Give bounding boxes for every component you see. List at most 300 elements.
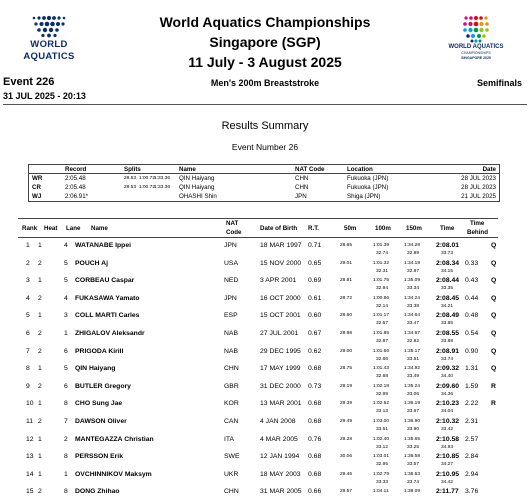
col-100m: 100m (375, 225, 391, 232)
result-split-50: 28.98 (340, 331, 353, 336)
result-time: 2:11.77 (436, 488, 459, 496)
result-nat: NED (224, 277, 239, 285)
result-cumulative-150: 32.89 (407, 251, 420, 256)
result-cumulative-100: 32.74 (376, 251, 389, 256)
result-nat: ITA (224, 435, 235, 443)
result-cumulative-100: 32.66 (376, 356, 389, 362)
result-split-150: 1:36.53 (404, 471, 421, 477)
result-cumulative-150: 33.06 (407, 391, 420, 397)
result-name: COLL MARTI Carles (75, 312, 140, 320)
result-time-behind: 2.84 (465, 453, 479, 461)
result-reaction-time: 0.68 (308, 365, 322, 373)
result-cumulative-100: 32.57 (376, 321, 389, 327)
result-split-100: 1:00.86 (373, 295, 390, 301)
record-name: QIN Haiyang (179, 184, 215, 191)
result-dob: 4 MAR 2005 (260, 435, 298, 443)
result-split-50: 28.81 (340, 278, 353, 284)
record-split-3: 1:33.36 (154, 176, 171, 181)
result-rank: 14 (26, 470, 34, 478)
result-split-50: 29.39 (340, 401, 353, 407)
championship-location: Singapore (SGP) (209, 34, 321, 50)
result-cumulative-100: 33.12 (376, 444, 389, 450)
result-cumulative-100: 32.31 (376, 268, 389, 274)
result-split-50: 29.01 (340, 260, 353, 266)
result-lane: 8 (64, 453, 68, 461)
result-rank: 1 (26, 242, 30, 249)
event-number: Event 226 (3, 76, 55, 88)
result-lane: 3 (64, 312, 68, 320)
result-heat: 2 (38, 418, 42, 425)
col-rank: Rank (22, 225, 38, 232)
result-dob: 18 MAY 2003 (260, 470, 301, 478)
result-time-behind: 2.94 (465, 470, 479, 478)
record-location: Fukuoka (JPN) (347, 184, 389, 191)
championship-dates: 11 July - 3 August 2025 (188, 54, 342, 70)
result-lane: 4 (64, 242, 68, 249)
result-cumulative-200: 33.73 (441, 251, 454, 256)
result-time: 2:08.49 (436, 312, 460, 320)
result-rank: 2 (26, 259, 30, 267)
result-time: 2:10.23 (436, 400, 460, 408)
result-split-150: 1:35.17 (404, 348, 421, 354)
result-time-behind: 2.22 (465, 400, 479, 408)
result-split-50: 29.28 (340, 436, 353, 442)
record-time: 2:05.48 (65, 184, 86, 191)
result-name: QIN Haiyang (75, 365, 116, 373)
result-cumulative-150: 33.74 (407, 479, 420, 485)
records-col-nat: NAT Code (295, 166, 325, 173)
result-time-behind: 0.43 (465, 277, 479, 285)
result-nat: JPN (224, 242, 237, 249)
result-lane: 6 (64, 347, 68, 355)
record-type: CR (32, 184, 41, 191)
result-split-100: 1:02.18 (373, 383, 390, 389)
singapore-2025-logo (430, 14, 522, 61)
result-name: MANTEGAZZA Christian (75, 435, 154, 443)
result-cumulative-200: 33.74 (441, 356, 454, 362)
result-heat: 2 (38, 330, 42, 337)
result-split-100: 1:04.11 (373, 489, 389, 495)
result-cumulative-200: 33.88 (441, 339, 454, 344)
col-time-behind-1: Time (470, 220, 485, 227)
result-nat: SWE (224, 453, 240, 461)
result-heat: 2 (38, 382, 42, 390)
record-split-1: 28.53 (124, 176, 137, 181)
result-split-150: 1:35.65 (404, 436, 421, 442)
logo-left-text-aquatics: AQUATICS (23, 51, 75, 62)
result-name: CORBEAU Caspar (75, 277, 135, 285)
result-time: 2:08.45 (436, 294, 460, 302)
result-dob: 31 DEC 2000 (260, 382, 301, 390)
result-cumulative-200: 34.15 (441, 268, 454, 274)
result-dob: 13 MAR 2001 (260, 400, 302, 408)
result-dob: 29 DEC 1995 (260, 347, 301, 355)
result-split-50: 28.72 (340, 295, 353, 301)
result-split-150: 1:36.90 (404, 419, 421, 424)
result-qualifier: Q (491, 365, 497, 373)
result-reaction-time: 0.67 (308, 330, 322, 337)
result-cumulative-100: 33.13 (376, 409, 389, 415)
records-col-location: Location (347, 166, 373, 173)
result-lane: 6 (64, 382, 68, 390)
record-nat: CHN (295, 175, 309, 182)
result-cumulative-200: 34.93 (441, 444, 454, 450)
result-reaction-time: 0.68 (308, 418, 322, 425)
result-time-behind: 2.31 (465, 418, 479, 425)
result-rank: 7 (26, 347, 30, 355)
result-rank: 3 (26, 277, 30, 285)
result-split-50: 30.06 (340, 454, 353, 460)
result-cumulative-200: 34.36 (441, 391, 454, 397)
event-number-text: Event Number 26 (231, 142, 299, 152)
result-nat: USA (224, 259, 238, 267)
result-cumulative-200: 34.42 (441, 479, 454, 485)
result-cumulative-100: 33.51 (376, 427, 389, 432)
record-split-3: 1:33.36 (154, 185, 171, 190)
result-split-50: 29.46 (340, 471, 353, 477)
colored-dots-mark-icon (460, 14, 492, 44)
result-cumulative-150: 33.25 (407, 444, 420, 450)
championship-title: World Aquatics Championships (159, 14, 371, 30)
result-split-100: 1:01.39 (373, 243, 390, 248)
header-divider (3, 104, 527, 105)
result-lane: 8 (64, 488, 68, 496)
record-split-2: 1:00.72 (139, 176, 156, 181)
result-split-150: 1:36.58 (404, 454, 421, 460)
result-split-50: 29.57 (340, 489, 353, 495)
result-cumulative-150: 32.82 (407, 339, 420, 344)
logo-right-text-2: CHAMPIONSHIPS (461, 51, 491, 55)
result-cumulative-150: 33.51 (407, 356, 420, 362)
record-row (29, 183, 499, 192)
result-split-100: 1:01.17 (373, 313, 390, 319)
result-name: DONG Zhihao (75, 488, 120, 496)
result-split-150: 1:34.92 (404, 366, 421, 372)
result-lane: 5 (64, 259, 68, 267)
result-split-100: 1:03.01 (373, 454, 390, 460)
event-name: Men's 200m Breaststroke (210, 78, 320, 88)
result-cumulative-150: 33.49 (407, 374, 420, 380)
result-rank: 15 (26, 488, 34, 496)
result-split-150: 1:35.24 (404, 383, 421, 389)
records-col-date: Date (482, 166, 496, 173)
result-cumulative-200: 33.85 (441, 321, 454, 327)
records-col-splits: Splits (124, 166, 141, 173)
result-name: FUKASAWA Yamato (75, 294, 140, 302)
result-lane: 1 (64, 330, 68, 337)
result-nat: CHN (224, 365, 239, 373)
result-nat: NAB (224, 330, 238, 337)
result-reaction-time: 0.71 (308, 242, 322, 249)
records-header-row (29, 165, 499, 174)
record-name: OHASHI Shin (179, 193, 217, 200)
result-reaction-time: 0.68 (308, 470, 322, 478)
result-name: CHO Sung Jae (75, 400, 123, 408)
result-time: 2:08.01 (436, 242, 460, 249)
result-cumulative-100: 33.33 (376, 479, 389, 485)
record-split-1: 28.53 (124, 185, 137, 190)
result-name: PERSSON Erik (75, 453, 123, 461)
col-name: Name (91, 225, 108, 232)
result-time: 2:09.60 (436, 382, 460, 390)
result-rank: 12 (26, 435, 34, 443)
result-reaction-time: 0.65 (308, 259, 322, 267)
result-split-150: 1:34.24 (404, 295, 421, 301)
result-dob: 16 OCT 2000 (260, 294, 301, 302)
result-nat: ESP (224, 312, 238, 320)
result-cumulative-100: 32.99 (376, 391, 389, 397)
result-cumulative-150: 33.34 (407, 286, 420, 292)
result-split-50: 28.60 (340, 313, 353, 319)
result-heat: 2 (38, 259, 42, 267)
col-heat: Heat (44, 225, 58, 232)
result-rank: 11 (26, 418, 34, 425)
result-cumulative-150: 33.67 (407, 409, 420, 415)
logo-left-text-world: WORLD (30, 39, 68, 50)
col-150m: 150m (406, 225, 422, 232)
result-split-50: 29.00 (340, 348, 353, 354)
result-reaction-time: 0.60 (308, 312, 322, 320)
event-datetime: 31 JUL 2025 - 20:13 (3, 91, 86, 101)
result-heat: 1 (38, 470, 42, 478)
result-heat: 1 (38, 312, 42, 320)
result-split-100: 1:01.43 (373, 366, 390, 372)
result-time: 2:08.44 (436, 277, 460, 285)
result-split-150: 1:34.64 (404, 313, 421, 319)
result-dob: 31 MAR 2005 (260, 488, 302, 496)
result-qualifier: Q (491, 347, 497, 355)
col-dob: Date of Birth (260, 225, 298, 232)
result-reaction-time: 0.62 (308, 347, 322, 355)
result-split-50: 28.65 (340, 243, 353, 248)
result-rank: 9 (26, 382, 30, 390)
result-time-behind: 1.31 (465, 365, 479, 373)
result-lane: 4 (64, 294, 68, 302)
result-cumulative-200: 34.21 (441, 303, 454, 309)
record-location: Fukuoka (JPN) (347, 175, 389, 182)
result-rank: 5 (26, 312, 30, 320)
result-cumulative-200: 34.04 (441, 409, 454, 415)
result-name: WATANABE Ippei (75, 242, 132, 249)
col-time-behind-2: Behind (467, 229, 488, 236)
result-lane: 1 (64, 470, 68, 478)
result-reaction-time: 0.66 (308, 488, 322, 496)
result-dob: 18 MAR 1997 (260, 242, 302, 249)
result-time-behind: 1.59 (465, 382, 479, 390)
result-name: POUCH Aj (75, 259, 108, 267)
result-heat: 1 (38, 435, 42, 443)
result-heat: 2 (38, 347, 42, 355)
result-time-behind: 0.54 (465, 330, 479, 337)
result-split-50: 28.75 (340, 366, 353, 372)
dots-mark-icon (29, 14, 69, 38)
result-reaction-time: 0.68 (308, 453, 322, 461)
result-split-100: 1:02.79 (373, 471, 390, 477)
result-dob: 15 NOV 2000 (260, 259, 302, 267)
result-split-150: 1:38.09 (404, 489, 421, 495)
record-time: 2:05.48 (65, 175, 86, 182)
results-header-row (18, 218, 498, 238)
result-nat: JPN (224, 294, 237, 302)
record-split-2: 1:00.72 (139, 185, 156, 190)
result-split-100: 1:01.32 (373, 260, 390, 266)
world-aquatics-logo (14, 14, 84, 62)
result-time-behind: 2.57 (465, 435, 479, 443)
result-row (18, 486, 498, 500)
record-nat: JPN (295, 193, 307, 200)
logo-right-text-1: WORLD AQUATICS (448, 44, 504, 50)
result-dob: 3 APR 2001 (260, 277, 297, 285)
record-date: 28 JUL 2023 (461, 184, 496, 191)
result-name: DAWSON Oliver (75, 418, 127, 425)
result-lane: 5 (64, 365, 68, 373)
result-nat: CHN (224, 488, 239, 496)
result-heat: 2 (38, 294, 42, 302)
result-time: 2:10.32 (436, 418, 460, 425)
result-lane: 7 (64, 418, 68, 425)
records-col-name: Name (179, 166, 196, 173)
record-date: 21 JUL 2025 (461, 193, 496, 200)
result-nat: KOR (224, 400, 239, 408)
col-lane: Lane (66, 225, 81, 232)
result-time-behind: 0.48 (465, 312, 479, 320)
result-rank: 13 (26, 453, 34, 461)
result-nat: GBR (224, 382, 239, 390)
result-time: 2:08.91 (436, 347, 460, 355)
result-heat: 1 (38, 242, 42, 249)
result-lane: 2 (64, 435, 68, 443)
result-rank: 4 (26, 294, 30, 302)
result-time: 2:10.58 (436, 435, 460, 443)
record-name: QIN Haiyang (179, 175, 215, 182)
result-lane: 5 (64, 277, 68, 285)
result-time: 2:08.55 (436, 330, 460, 337)
result-cumulative-150: 33.90 (407, 427, 420, 432)
result-split-50: 29.49 (340, 419, 353, 424)
result-qualifier: Q (491, 330, 497, 337)
result-cumulative-200: 33.42 (441, 427, 454, 432)
result-qualifier: Q (491, 294, 497, 302)
records-col-record: Record (65, 166, 87, 173)
col-time: Time (440, 225, 455, 232)
result-lane: 8 (64, 400, 68, 408)
result-qualifier: R (491, 382, 496, 390)
result-split-150: 1:34.28 (404, 243, 421, 248)
result-time: 2:10.85 (436, 453, 460, 461)
result-split-50: 29.19 (340, 383, 353, 389)
result-cumulative-100: 32.87 (376, 339, 389, 344)
result-qualifier: Q (491, 277, 497, 285)
result-heat: 1 (38, 400, 42, 408)
result-split-150: 1:36.19 (404, 401, 421, 407)
result-split-100: 1:02.52 (373, 401, 390, 407)
result-cumulative-100: 32.68 (376, 374, 389, 380)
result-name: ZHIGALOV Aleksandr (75, 330, 145, 337)
result-time-behind: 0.44 (465, 294, 479, 302)
result-rank: 10 (26, 400, 34, 408)
result-split-100: 1:01.66 (373, 348, 390, 354)
result-cumulative-100: 32.94 (376, 286, 389, 292)
result-dob: 4 JAN 2008 (260, 418, 296, 425)
result-cumulative-150: 33.57 (407, 462, 420, 468)
result-rank: 8 (26, 365, 30, 373)
result-dob: 15 OCT 2001 (260, 312, 301, 320)
result-heat: 1 (38, 365, 42, 373)
record-row (29, 174, 499, 183)
result-nat: CAN (224, 418, 239, 425)
result-rank: 6 (26, 330, 30, 337)
event-phase: Semifinals (476, 78, 522, 88)
col-rt: R.T. (308, 225, 319, 232)
col-50m: 50m (344, 225, 357, 232)
result-cumulative-150: 33.38 (407, 303, 420, 309)
result-split-100: 1:01.75 (373, 278, 390, 284)
result-cumulative-100: 32.95 (376, 462, 389, 468)
result-split-150: 1:35.09 (404, 278, 421, 284)
record-row (29, 192, 499, 201)
result-heat: 2 (38, 488, 42, 496)
result-split-150: 1:34.19 (404, 260, 421, 266)
result-cumulative-150: 32.87 (407, 268, 420, 274)
result-reaction-time: 0.73 (308, 382, 322, 390)
result-heat: 1 (38, 453, 42, 461)
record-date: 28 JUL 2023 (461, 175, 496, 182)
record-location: Shiga (JPN) (347, 193, 381, 200)
result-qualifier: R (491, 400, 496, 408)
result-qualifier: Q (491, 312, 497, 320)
col-nat-code: Code (226, 229, 242, 236)
result-reaction-time: 0.69 (308, 277, 322, 285)
result-cumulative-200: 33.35 (441, 286, 454, 292)
result-split-150: 1:34.67 (404, 331, 421, 336)
result-dob: 27 JUL 2001 (260, 330, 299, 337)
record-time: 2:06.91* (65, 193, 89, 200)
result-split-100: 1:01.85 (373, 331, 390, 336)
results-summary-title: Results Summary (221, 120, 309, 132)
result-name: PRIGODA Kirill (75, 347, 124, 355)
result-split-100: 1:03.00 (373, 419, 390, 424)
result-qualifier: Q (491, 259, 497, 267)
record-nat: CHN (295, 184, 309, 191)
result-name: BUTLER Gregory (75, 382, 131, 390)
result-dob: 12 JAN 1994 (260, 453, 300, 461)
record-type: WJ (32, 193, 42, 200)
result-time-behind: 0.90 (465, 347, 479, 355)
result-reaction-time: 0.61 (308, 294, 322, 302)
result-cumulative-200: 34.27 (441, 462, 454, 468)
result-reaction-time: 0.76 (308, 435, 322, 443)
result-qualifier: Q (491, 242, 497, 249)
result-heat: 1 (38, 277, 42, 285)
result-time: 2:10.95 (436, 470, 460, 478)
result-cumulative-200: 34.40 (441, 374, 454, 380)
result-time: 2:08.34 (436, 259, 460, 267)
result-name: OVCHINNIKOV Maksym (75, 470, 152, 478)
record-type: WR (32, 175, 43, 182)
result-dob: 17 MAY 1999 (260, 365, 301, 373)
col-nat: NAT (226, 220, 239, 227)
result-reaction-time: 0.68 (308, 400, 322, 408)
result-cumulative-100: 32.14 (376, 303, 389, 309)
logo-right-text-3: SINGAPORE 2025 (461, 56, 491, 60)
result-nat: UKR (224, 470, 239, 478)
result-cumulative-150: 33.47 (407, 321, 420, 327)
result-nat: NAB (224, 347, 238, 355)
result-time-behind: 0.33 (465, 259, 479, 267)
result-time-behind: 3.76 (465, 488, 479, 496)
result-time: 2:09.32 (436, 365, 460, 373)
result-split-100: 1:02.40 (373, 436, 390, 442)
